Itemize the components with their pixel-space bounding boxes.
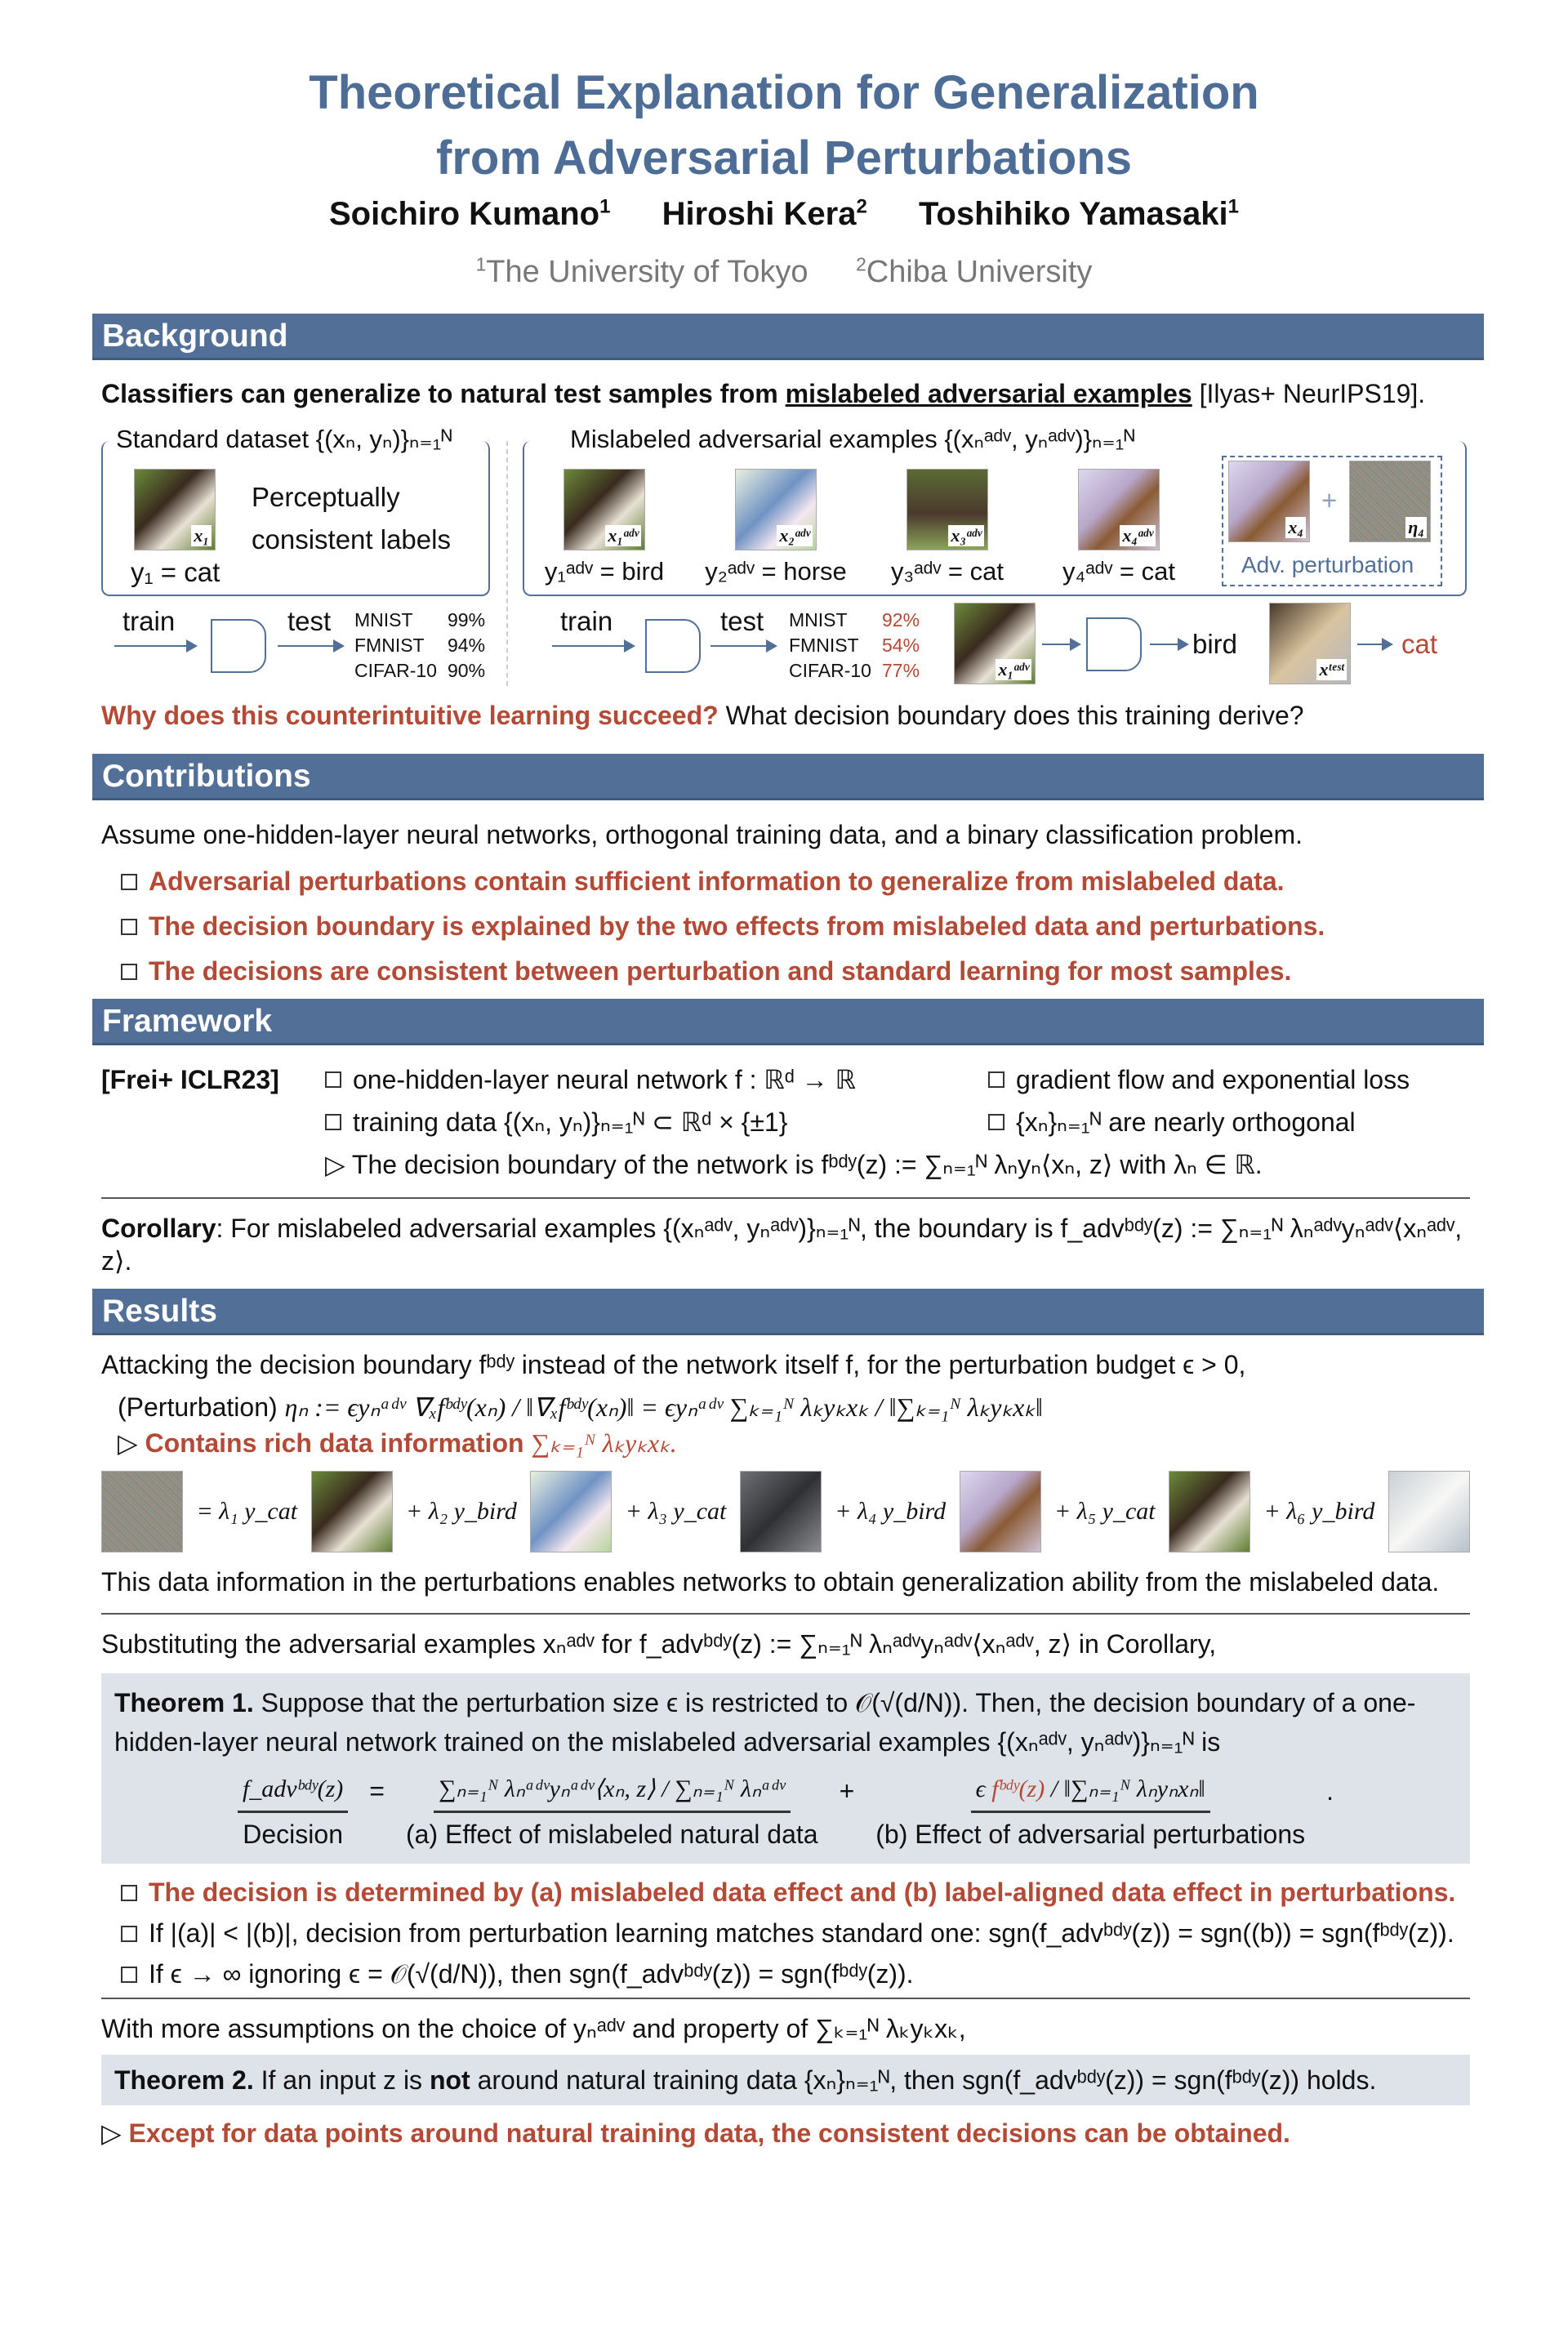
bird-image	[1388, 1471, 1470, 1552]
arrow-icon	[552, 645, 634, 647]
decomp-term: + λ₄ y_bird	[835, 1498, 947, 1525]
bird-image	[530, 1471, 612, 1552]
theorem-2: Theorem 2. If an input z is not around natural training data {xₙ}ₙ₌₁ᴺ, then sgn(f_advᵇᵈʸ(z)) = sgn(fᵇᵈʸ(z)) holds.	[101, 2055, 1470, 2105]
y1-label: y₁ = cat	[131, 557, 220, 587]
cat-image: x₁	[134, 469, 216, 550]
triangle-icon: ▷	[325, 1150, 352, 1179]
cat-output: cat	[1401, 629, 1438, 659]
adv-label: y₃ᵃᵈᵛ = cat	[890, 557, 1004, 586]
period: .	[1326, 1776, 1334, 1806]
decomp-term: + λ₃ y_cat	[625, 1498, 727, 1525]
list-item: If |(a)| < |(b)|, decision from perturbation learning matches standard one: sgn(f_advᵇᵈʸ(z)) = sgn((b)) = sgn(fᵇᵈʸ(z)).	[121, 1916, 1470, 1950]
background-lead: Classifiers can generalize to natural test samples from mislabeled adversarial examples [Ilyas+ NeurIPS19].	[101, 379, 1426, 408]
adv-label: y₄ᵃᵈᵛ = cat	[1062, 557, 1176, 586]
checkbox-icon	[121, 1885, 137, 1901]
checkbox-icon	[325, 1114, 341, 1130]
adv-image: x₄ᵃᵈᵛ	[1078, 469, 1160, 550]
effect-b-term: ϵ fᵇᵈʸ(z) / ‖∑ₙ₌₁ᴺ λₙyₙxₙ‖	[971, 1773, 1210, 1813]
checkbox-icon	[325, 1071, 341, 1088]
effect-a-term: ∑ₙ₌₁ᴺ λₙᵃᵈᵛyₙᵃᵈᵛ⟨xₙ, z⟩ / ∑ₙ₌₁ᴺ λₙᵃᵈᵛ	[434, 1773, 791, 1813]
divider	[506, 441, 508, 686]
theorem-1-formula	[114, 1773, 1457, 1851]
author: Soichiro Kumano$^1$	[328, 196, 611, 233]
arrow-icon	[1042, 644, 1080, 645]
list-item: If ϵ → ∞ ignoring ϵ = 𝒪(√(d/N)), then sgn(f_advᵇᵈʸ(z)) = sgn(fᵇᵈʸ(z)).	[121, 1957, 1470, 1991]
perturbation-image: η₄	[1349, 461, 1431, 542]
checkbox-icon	[121, 1967, 137, 1983]
x1adv-image: x₁ᵃᵈᵛ	[954, 603, 1036, 684]
brace-label: (b) Effect of adversarial perturbations	[875, 1820, 1306, 1849]
arrow-icon	[710, 645, 776, 647]
arrow-icon	[1150, 644, 1187, 645]
list-item: Adversarial perturbations contain sufficient information to generalize from mislabeled data.	[121, 862, 1470, 901]
bird-output: bird	[1192, 629, 1238, 659]
plus-sign: +	[1321, 485, 1338, 515]
contributions-intro: Assume one-hidden-layer neural networks, orthogonal training data, and a binary classification problem.	[101, 820, 1303, 849]
adv-image: x₂ᵃᵈᵛ	[735, 469, 817, 550]
poster-title-line2: from Adversarial Perturbations	[436, 131, 1132, 185]
section-header-contributions: Contributions	[92, 754, 1484, 800]
checkbox-icon	[988, 1114, 1004, 1130]
adv-label: y₁ᵃᵈᵛ = bird	[544, 557, 665, 586]
train-label: train	[122, 606, 176, 636]
cat-image	[1169, 1471, 1250, 1552]
x4-image: x₄	[1228, 461, 1310, 542]
rich-data-note: ▷ Contains rich data information ∑ₖ₌₁ᴺ λₖyₖxₖ.	[118, 1428, 677, 1458]
checkbox-icon	[121, 964, 137, 980]
adv-label: y₂ᵃᵈᵛ = horse	[705, 557, 847, 586]
framework-item: one-hidden-layer neural network f : ℝᵈ → ℝ	[325, 1063, 988, 1096]
author: Toshihiko Yamasaki$^1$	[918, 196, 1240, 233]
mislabeled-label: Mislabeled adversarial examples {(xₙᵃᵈᵛ, yₙᵃᵈᵛ)}ₙ₌₁ᴺ	[564, 425, 1142, 454]
checkbox-icon	[121, 919, 137, 935]
test-cat-image: xᵗᵉˢᵗ	[1269, 603, 1351, 684]
section-header-results: Results	[92, 1289, 1484, 1335]
divider	[101, 1197, 1470, 1199]
divider	[101, 1998, 1470, 1999]
list-item: The decision is determined by (a) mislabeled data effect and (b) label-aligned data effect in perturbations.	[121, 1875, 1470, 1909]
test-label: test	[720, 606, 764, 636]
framework-grid	[101, 1063, 1470, 1181]
standard-results: MNIST 99% FMNIST 94% CIFAR-10 90%	[354, 609, 486, 681]
more-assumptions-text: With more assumptions on the choice of yₙᵃᵈᵛ and property of ∑ₖ₌₁ᴺ λₖyₖxₖ,	[101, 2014, 966, 2043]
theorem-lhs: f_advᵇᵈʸ(z)	[238, 1773, 348, 1813]
data-info-text: This data information in the perturbations enables networks to obtain generalization ability from the mislabeled data.	[101, 1567, 1440, 1597]
section-header-framework: Framework	[92, 999, 1484, 1045]
why-line: Why does this counterintuitive learning succeed? What decision boundary does this training derive?	[101, 701, 1304, 730]
brace-label: (a) Effect of mislabeled natural data	[405, 1820, 818, 1849]
contributions-list	[121, 862, 1470, 991]
adv-image: x₁ᵃᵈᵛ	[564, 469, 645, 550]
decomp-term: + λ₆ y_bird	[1263, 1498, 1375, 1525]
citation: [Frei+ ICLR23]	[101, 1065, 279, 1094]
arrow-icon	[278, 645, 343, 647]
perceptually-text: Perceptually	[252, 482, 400, 512]
list-item: The decisions are consistent between perturbation and standard learning for most samples.	[121, 952, 1470, 991]
arrow-icon	[1357, 644, 1392, 645]
decomp-term: = λ₁ y_cat	[196, 1498, 298, 1525]
author: Hiroshi Kera$^2$	[662, 196, 867, 233]
consistent-labels-text: consistent labels	[252, 524, 451, 555]
section-header-background: Background	[92, 314, 1484, 360]
network-icon	[645, 619, 701, 673]
adv-image: x₃ᵃᵈᵛ	[906, 469, 988, 550]
adv-perturbation-label: Adv. perturbation	[1241, 552, 1414, 577]
perturbation-image	[101, 1471, 183, 1552]
triangle-icon: ▷	[101, 2118, 129, 2148]
corollary: Corollary: For mislabeled adversarial examples {(xₙᵃᵈᵛ, yₙᵃᵈᵛ)}ₙ₌₁ᴺ, the boundary is f_advᵇᵈʸ(z) := ∑ₙ₌₁ᴺ λₙᵃᵈᵛyₙᵃᵈᵛ⟨xₙᵃᵈᵛ, z⟩.	[101, 1214, 1463, 1276]
brace-label: Decision	[243, 1820, 343, 1849]
test-label: test	[287, 606, 332, 636]
checkbox-icon	[121, 1926, 137, 1942]
authors	[0, 196, 1568, 233]
checkbox-icon	[121, 874, 137, 890]
framework-item: {xₙ}ₙ₌₁ᴺ are nearly orthogonal	[988, 1106, 1470, 1138]
network-icon	[211, 619, 266, 673]
adv-results: MNIST 92% FMNIST 54% CIFAR-10 77%	[789, 609, 920, 681]
perturbation-row	[101, 1391, 1470, 1459]
cat-image	[311, 1471, 393, 1552]
triangle-icon: ▷	[118, 1428, 145, 1458]
theorem-1-bullets	[121, 1875, 1470, 1991]
substituting-text: Substituting the adversarial examples xₙᵃᵈᵛ for f_advᵇᵈʸ(z) := ∑ₙ₌₁ᴺ λₙᵃᵈᵛyₙᵃᵈᵛ⟨xₙᵃᵈᵛ, z⟩ in Corollary,	[101, 1629, 1217, 1659]
network-icon	[1086, 617, 1142, 671]
list-item: The decision boundary is explained by the two effects from mislabeled data and perturbations.	[121, 907, 1470, 946]
theorem-1: Theorem 1. Suppose that the perturbation size ϵ is restricted to 𝒪(√(d/N)). Then, the decision boundary of a one-hidden-layer neural network trained on the mislabeled adversarial examples {(xₙᵃᵈᵛ, yₙᵃᵈᵛ)}ₙ₌₁ᴺ is f_advᵇᵈʸ(z) Decision = ∑ₙ₌₁ᴺ λₙᵃᵈᵛyₙᵃᵈᵛ⟨xₙ, z⟩ / ∑ₙ₌₁ᴺ λₙᵃᵈᵛ (a) Effect of mislabeled natural data + ϵ fᵇᵈʸ(z) / ‖∑ₙ₌₁ᴺ λₙyₙxₙ‖ (b) Effect of adversarial perturbations .	[101, 1673, 1470, 1864]
plus-sign: +	[839, 1776, 855, 1806]
final-conclusion: ▷ Except for data points around natural training data, the consistent decisions can be obtained.	[101, 2118, 1290, 2148]
framework-item: gradient flow and exponential loss	[988, 1063, 1470, 1096]
attack-text: Attacking the decision boundary fᵇᵈʸ instead of the network itself f, for the perturbation budget ϵ > 0,	[101, 1350, 1246, 1379]
equals-sign: =	[369, 1776, 385, 1806]
poster-title-line1: Theoretical Explanation for Generalization	[309, 66, 1259, 119]
affiliations: $^1$The University of Tokyo $^2$Chiba University	[475, 253, 1093, 289]
standard-dataset-label: Standard dataset {(xₙ, yₙ)}ₙ₌₁ᴺ	[109, 425, 459, 454]
decomposition-row	[101, 1471, 1470, 1552]
arrow-icon	[114, 645, 196, 647]
decomp-term: + λ₂ y_bird	[405, 1498, 517, 1525]
framework-conclusion: ▷ The decision boundary of the network is fᵇᵈʸ(z) := ∑ₙ₌₁ᴺ λₙyₙ⟨xₙ, z⟩ with λₙ ∈ ℝ.	[325, 1150, 1263, 1179]
framework-item: training data {(xₙ, yₙ)}ₙ₌₁ᴺ ⊂ ℝᵈ × {±1}	[325, 1106, 988, 1138]
bird-image	[960, 1471, 1041, 1552]
decomp-term: + λ₅ y_cat	[1054, 1498, 1156, 1525]
train-label: train	[560, 606, 613, 636]
divider	[101, 1613, 1470, 1615]
cat-image	[740, 1471, 822, 1552]
checkbox-icon	[988, 1071, 1004, 1088]
perturbation-equation: (Perturbation) ηₙ := ϵyₙᵃᵈᵛ ∇ₓfᵇᵈʸ(xₙ) / ‖∇ₓfᵇᵈʸ(xₙ)‖ = ϵyₙᵃᵈᵛ ∑ₖ₌₁ᴺ λₖyₖxₖ / ‖∑ₖ₌₁ᴺ λₖyₖxₖ‖	[118, 1392, 1043, 1422]
